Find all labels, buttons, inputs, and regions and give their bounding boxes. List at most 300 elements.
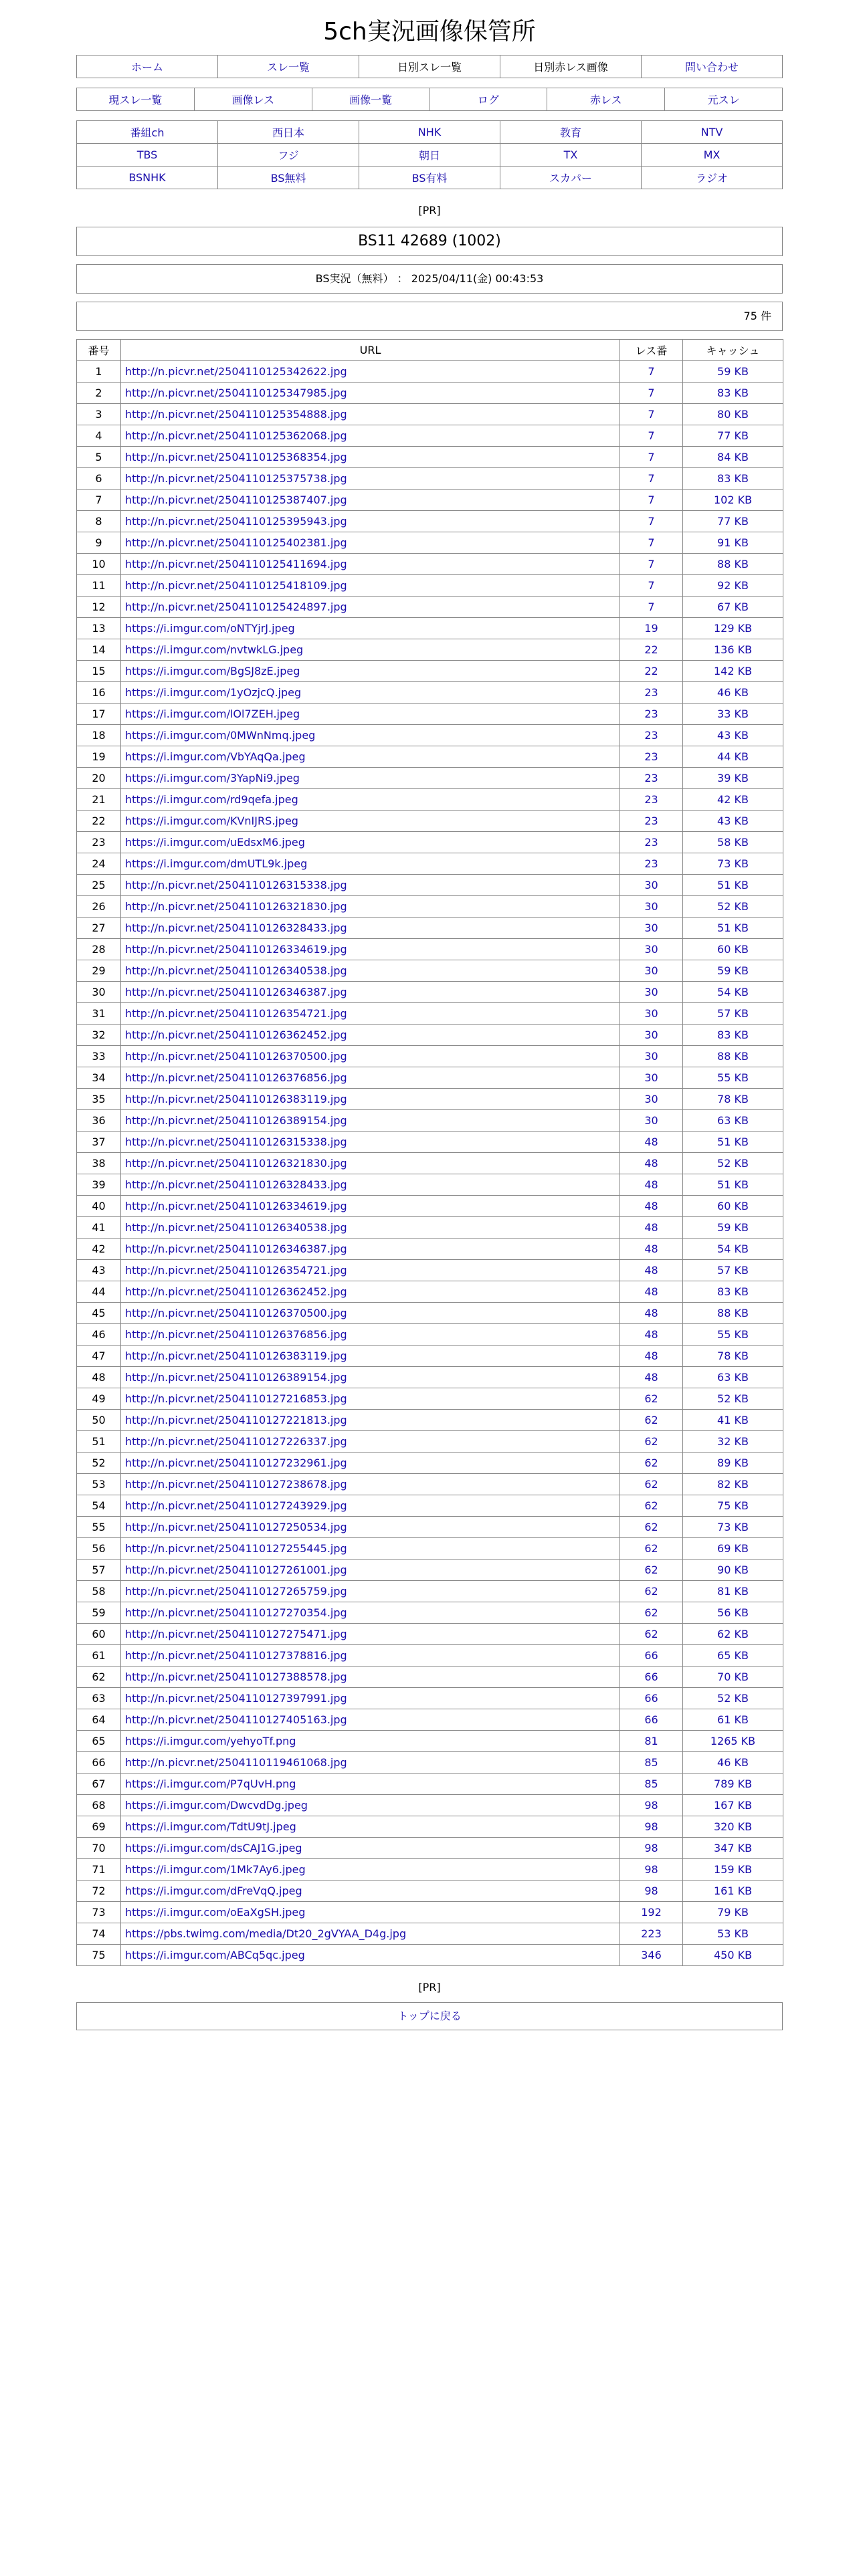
cache-size-link[interactable]: 57 KB	[717, 1264, 749, 1277]
image-url-link[interactable]: http://n.picvr.net/2504110127378816.jpg	[125, 1649, 347, 1662]
image-url-link[interactable]: http://n.picvr.net/2504110126340538.jpg	[125, 1221, 347, 1234]
cache-size-link[interactable]: 56 KB	[717, 1606, 749, 1619]
table-row	[77, 768, 783, 789]
cache-size-link[interactable]: 52 KB	[717, 1157, 749, 1170]
cache-size-link[interactable]: 46 KB	[717, 1756, 749, 1769]
image-url-link[interactable]: http://n.picvr.net/2504110127226337.jpg	[125, 1435, 347, 1448]
image-url-link[interactable]: http://n.picvr.net/2504110125418109.jpg	[125, 579, 347, 592]
cache-size-link[interactable]: 63 KB	[717, 1114, 749, 1127]
cache-size-link[interactable]: 88 KB	[717, 558, 749, 570]
cache-size-link[interactable]: 167 KB	[713, 1799, 753, 1812]
res-number-link[interactable]: 23	[644, 793, 658, 806]
image-url-link[interactable]: https://i.imgur.com/0MWnNmq.jpeg	[125, 729, 316, 742]
row-cache-cell	[683, 1025, 783, 1046]
image-url-link[interactable]: http://n.picvr.net/2504110127232961.jpg	[125, 1457, 347, 1469]
res-number-link[interactable]: 66	[644, 1713, 658, 1726]
res-number-link[interactable]: 48	[644, 1157, 658, 1170]
res-number-link[interactable]: 30	[644, 1050, 658, 1063]
image-url-link[interactable]: http://n.picvr.net/2504110126362452.jpg	[125, 1029, 347, 1041]
image-url-link[interactable]: http://n.picvr.net/2504110127275471.jpg	[125, 1628, 347, 1640]
res-number-link[interactable]: 98	[644, 1842, 658, 1854]
cache-size-link[interactable]: 83 KB	[717, 1029, 749, 1041]
row-url-cell	[121, 1174, 620, 1196]
image-url-link[interactable]: https://i.imgur.com/VbYAqQa.jpeg	[125, 750, 306, 763]
image-url-link[interactable]: http://n.picvr.net/2504110127261001.jpg	[125, 1564, 347, 1576]
res-number-link[interactable]: 30	[644, 1114, 658, 1127]
row-url-cell	[121, 939, 620, 960]
res-number-link[interactable]: 30	[644, 900, 658, 913]
res-number-link[interactable]: 62	[644, 1542, 658, 1555]
image-url-link[interactable]: https://i.imgur.com/DwcvdDg.jpeg	[125, 1799, 308, 1812]
row-number: 46	[77, 1324, 121, 1346]
res-number-link[interactable]: 48	[644, 1136, 658, 1148]
res-number-link[interactable]: 98	[644, 1885, 658, 1897]
res-number-link[interactable]: 62	[644, 1478, 658, 1491]
image-url-link[interactable]: https://i.imgur.com/P7qUvH.png	[125, 1778, 296, 1790]
cache-size-link[interactable]: 450 KB	[713, 1949, 753, 1961]
row-res-cell	[620, 918, 683, 939]
nav-sub-item[interactable]: 赤レス	[547, 88, 665, 111]
res-number-link[interactable]: 30	[644, 1071, 658, 1084]
row-cache-cell	[683, 746, 783, 768]
cache-size-link[interactable]: 77 KB	[717, 515, 749, 528]
cache-size-link[interactable]: 65 KB	[717, 1649, 749, 1662]
site-title[interactable]: 5ch実況画像保管所	[323, 18, 536, 45]
cache-size-link[interactable]: 43 KB	[717, 815, 749, 827]
image-url-link[interactable]: http://n.picvr.net/2504110126383119.jpg	[125, 1093, 347, 1105]
image-url-link[interactable]: http://n.picvr.net/2504110126315338.jpg	[125, 879, 347, 891]
cache-size-link[interactable]: 39 KB	[717, 772, 749, 784]
res-number-link[interactable]: 7	[648, 451, 655, 463]
nav-main-item[interactable]: スレ一覧	[218, 56, 359, 78]
image-url-link[interactable]: http://n.picvr.net/2504110127250534.jpg	[125, 1521, 347, 1533]
res-number-link[interactable]: 48	[644, 1350, 658, 1362]
image-url-link[interactable]: http://n.picvr.net/2504110126321830.jpg	[125, 1157, 347, 1170]
cache-size-link[interactable]: 58 KB	[717, 836, 749, 849]
res-number-link[interactable]: 62	[644, 1435, 658, 1448]
cache-size-link[interactable]: 83 KB	[717, 472, 749, 485]
cache-size-link[interactable]: 102 KB	[713, 494, 753, 506]
row-number: 33	[77, 1046, 121, 1067]
table-row	[77, 575, 783, 597]
image-url-link[interactable]: https://i.imgur.com/dsCAJ1G.jpeg	[125, 1842, 302, 1854]
image-url-link[interactable]: http://n.picvr.net/2504110127397991.jpg	[125, 1692, 347, 1705]
cache-size-link[interactable]: 33 KB	[717, 708, 749, 720]
nav-main-item[interactable]: 問い合わせ	[642, 56, 783, 78]
row-number: 53	[77, 1474, 121, 1495]
res-number-link[interactable]: 85	[644, 1756, 658, 1769]
res-number-link[interactable]: 23	[644, 772, 658, 784]
table-row	[77, 1046, 783, 1067]
res-number-link[interactable]: 48	[644, 1200, 658, 1212]
image-url-link[interactable]: http://n.picvr.net/2504110126315338.jpg	[125, 1136, 347, 1148]
res-number-link[interactable]: 19	[644, 622, 658, 635]
cache-size-link[interactable]: 32 KB	[717, 1435, 749, 1448]
cache-size-link[interactable]: 80 KB	[717, 408, 749, 421]
cache-size-link[interactable]: 60 KB	[717, 1200, 749, 1212]
image-url-link[interactable]: https://i.imgur.com/yehyoTf.png	[125, 1735, 296, 1747]
image-url-link[interactable]: https://pbs.twimg.com/media/Dt20_2gVYAA_D4g.jpg	[125, 1927, 407, 1940]
table-row	[77, 1174, 783, 1196]
row-number: 35	[77, 1089, 121, 1110]
channel-link[interactable]: BS有料	[359, 167, 500, 189]
cache-size-link[interactable]: 70 KB	[717, 1671, 749, 1683]
image-url-link[interactable]: http://n.picvr.net/2504110126389154.jpg	[125, 1114, 347, 1127]
cache-size-link[interactable]: 90 KB	[717, 1564, 749, 1576]
image-url-link[interactable]: http://n.picvr.net/2504110127216853.jpg	[125, 1392, 347, 1405]
cache-size-link[interactable]: 59 KB	[717, 365, 749, 378]
res-number-link[interactable]: 62	[644, 1414, 658, 1426]
cache-size-link[interactable]: 52 KB	[717, 1392, 749, 1405]
res-number-link[interactable]: 7	[648, 536, 655, 549]
channel-link[interactable]: BS無料	[218, 167, 359, 189]
cache-size-link[interactable]: 43 KB	[717, 729, 749, 742]
cache-size-link[interactable]: 59 KB	[717, 964, 749, 977]
image-url-link[interactable]: https://i.imgur.com/ABCq5qc.jpeg	[125, 1949, 305, 1961]
cache-size-link[interactable]: 52 KB	[717, 900, 749, 913]
image-url-link[interactable]: http://n.picvr.net/2504110127243929.jpg	[125, 1499, 347, 1512]
res-number-link[interactable]: 7	[648, 494, 655, 506]
image-url-link[interactable]: http://n.picvr.net/2504110125411694.jpg	[125, 558, 347, 570]
channel-link[interactable]: BSNHK	[77, 167, 218, 189]
cache-size-link[interactable]: 55 KB	[717, 1328, 749, 1341]
cache-size-link[interactable]: 51 KB	[717, 922, 749, 934]
image-url-link[interactable]: http://n.picvr.net/2504110126340538.jpg	[125, 964, 347, 977]
image-url-link[interactable]: http://n.picvr.net/2504110125402381.jpg	[125, 536, 347, 549]
res-number-link[interactable]: 223	[641, 1927, 662, 1940]
image-url-link[interactable]: https://i.imgur.com/TdtU9tJ.jpeg	[125, 1820, 296, 1833]
cache-size-link[interactable]: 82 KB	[717, 1478, 749, 1491]
res-number-link[interactable]: 30	[644, 879, 658, 891]
cache-size-link[interactable]: 88 KB	[717, 1050, 749, 1063]
res-number-link[interactable]: 62	[644, 1457, 658, 1469]
cache-size-link[interactable]: 81 KB	[717, 1585, 749, 1598]
cache-size-link[interactable]: 89 KB	[717, 1457, 749, 1469]
pr-label[interactable]: [PR]	[418, 204, 441, 217]
row-cache-cell	[683, 1838, 783, 1859]
res-number-link[interactable]: 62	[644, 1585, 658, 1598]
cache-size-link[interactable]: 57 KB	[717, 1007, 749, 1020]
image-url-link[interactable]: http://n.picvr.net/2504110126354721.jpg	[125, 1264, 347, 1277]
row-cache-cell	[683, 875, 783, 896]
image-url-link[interactable]: http://n.picvr.net/2504110125424897.jpg	[125, 601, 347, 613]
cache-size-link[interactable]: 83 KB	[717, 387, 749, 399]
image-url-link[interactable]: http://n.picvr.net/2504110125395943.jpg	[125, 515, 347, 528]
res-number-link[interactable]: 62	[644, 1628, 658, 1640]
image-url-link[interactable]: http://n.picvr.net/2504110126346387.jpg	[125, 986, 347, 998]
image-url-link[interactable]: http://n.picvr.net/2504110126362452.jpg	[125, 1285, 347, 1298]
res-number-link[interactable]: 23	[644, 708, 658, 720]
row-res-cell	[620, 875, 683, 896]
row-url-cell	[121, 404, 620, 425]
row-cache-cell	[683, 511, 783, 532]
res-number-link[interactable]: 7	[648, 365, 655, 378]
cache-size-link[interactable]: 136 KB	[713, 643, 753, 656]
res-number-link[interactable]: 48	[644, 1307, 658, 1319]
image-url-link[interactable]: http://n.picvr.net/2504110126370500.jpg	[125, 1307, 347, 1319]
res-number-link[interactable]: 30	[644, 943, 658, 956]
res-number-link[interactable]: 7	[648, 429, 655, 442]
nav-sub-item[interactable]: ログ	[430, 88, 547, 111]
row-res-cell	[620, 1517, 683, 1538]
row-res-cell	[620, 789, 683, 811]
channel-link[interactable]: TX	[500, 144, 642, 167]
row-number: 56	[77, 1538, 121, 1560]
res-number-link[interactable]: 98	[644, 1799, 658, 1812]
res-number-link[interactable]: 7	[648, 387, 655, 399]
cache-size-link[interactable]: 51 KB	[717, 1136, 749, 1148]
image-url-link[interactable]: http://n.picvr.net/2504110126334619.jpg	[125, 1200, 347, 1212]
image-url-link[interactable]: https://i.imgur.com/oNTYjrJ.jpeg	[125, 622, 295, 635]
res-number-link[interactable]: 7	[648, 515, 655, 528]
cache-size-link[interactable]: 91 KB	[717, 536, 749, 549]
res-number-link[interactable]: 23	[644, 836, 658, 849]
row-cache-cell	[683, 1089, 783, 1110]
cache-size-link[interactable]: 67 KB	[717, 601, 749, 613]
image-url-link[interactable]: http://n.picvr.net/2504110126389154.jpg	[125, 1371, 347, 1384]
row-res-cell	[620, 1453, 683, 1474]
row-res-cell	[620, 383, 683, 404]
pr-label-bottom[interactable]: [PR]	[418, 1981, 441, 1994]
channel-link[interactable]: 西日本	[218, 121, 359, 144]
res-number-link[interactable]: 98	[644, 1820, 658, 1833]
image-url-link[interactable]: http://n.picvr.net/2504110126383119.jpg	[125, 1350, 347, 1362]
res-number-link[interactable]: 7	[648, 472, 655, 485]
cache-size-link[interactable]: 73 KB	[717, 1521, 749, 1533]
nav-sub	[76, 88, 783, 111]
image-url-link[interactable]: https://i.imgur.com/oEaXgSH.jpeg	[125, 1906, 306, 1919]
res-number-link[interactable]: 7	[648, 579, 655, 592]
image-url-link[interactable]: http://n.picvr.net/2504110126328433.jpg	[125, 922, 347, 934]
nav-main-item[interactable]: 日別赤レス画像	[500, 56, 642, 78]
image-url-link[interactable]: http://n.picvr.net/2504110125362068.jpg	[125, 429, 347, 442]
image-url-link[interactable]: http://n.picvr.net/2504110119461068.jpg	[125, 1756, 347, 1769]
cache-size-link[interactable]: 78 KB	[717, 1093, 749, 1105]
res-number-link[interactable]: 30	[644, 964, 658, 977]
cache-size-link[interactable]: 62 KB	[717, 1628, 749, 1640]
res-number-link[interactable]: 22	[644, 665, 658, 677]
back-to-top-text[interactable]: トップに戻る	[397, 2010, 462, 2022]
res-number-link[interactable]: 48	[644, 1243, 658, 1255]
res-number-link[interactable]: 48	[644, 1328, 658, 1341]
row-res-cell	[620, 682, 683, 704]
image-url-link[interactable]: https://i.imgur.com/rd9qefa.jpeg	[125, 793, 298, 806]
channel-link[interactable]: 番組ch	[77, 121, 218, 144]
res-number-link[interactable]: 81	[644, 1735, 658, 1747]
cache-size-link[interactable]: 46 KB	[717, 686, 749, 699]
row-number: 4	[77, 425, 121, 447]
image-url-link[interactable]: https://i.imgur.com/BgSJ8zE.jpeg	[125, 665, 300, 677]
res-number-link[interactable]: 98	[644, 1863, 658, 1876]
image-url-link[interactable]: https://i.imgur.com/KVnIJRS.jpeg	[125, 815, 298, 827]
image-url-link[interactable]: https://i.imgur.com/dFreVqQ.jpeg	[125, 1885, 302, 1897]
res-number-link[interactable]: 62	[644, 1606, 658, 1619]
image-url-link[interactable]: https://i.imgur.com/1yOzjcQ.jpeg	[125, 686, 302, 699]
channel-link[interactable]: NHK	[359, 121, 500, 144]
cache-size-link[interactable]: 88 KB	[717, 1307, 749, 1319]
cache-size-link[interactable]: 789 KB	[713, 1778, 753, 1790]
res-number-link[interactable]: 7	[648, 408, 655, 421]
row-number: 9	[77, 532, 121, 554]
cache-size-link[interactable]: 63 KB	[717, 1371, 749, 1384]
thread-info: BS実況（無料） ： 2025/04/11(金) 00:43:53	[76, 264, 783, 294]
cache-size-link[interactable]: 41 KB	[717, 1414, 749, 1426]
cache-size-link[interactable]: 161 KB	[713, 1885, 753, 1897]
row-cache-cell	[683, 1067, 783, 1089]
image-url-link[interactable]: http://n.picvr.net/2504110125368354.jpg	[125, 451, 347, 463]
image-url-link[interactable]: http://n.picvr.net/2504110127255445.jpg	[125, 1542, 347, 1555]
image-url-link[interactable]: http://n.picvr.net/2504110127221813.jpg	[125, 1414, 347, 1426]
cache-size-link[interactable]: 73 KB	[717, 857, 749, 870]
cache-size-link[interactable]: 84 KB	[717, 451, 749, 463]
res-number-link[interactable]: 62	[644, 1392, 658, 1405]
table-row	[77, 532, 783, 554]
row-res-cell	[620, 1495, 683, 1517]
nav-sub-item[interactable]: 画像レス	[194, 88, 312, 111]
row-res-cell	[620, 1838, 683, 1859]
cache-size-link[interactable]: 83 KB	[717, 1285, 749, 1298]
res-number-link[interactable]: 30	[644, 1029, 658, 1041]
cache-size-link[interactable]: 69 KB	[717, 1542, 749, 1555]
image-url-link[interactable]: http://n.picvr.net/2504110125354888.jpg	[125, 408, 347, 421]
cache-size-link[interactable]: 44 KB	[717, 750, 749, 763]
cache-size-link[interactable]: 1265 KB	[710, 1735, 756, 1747]
res-number-link[interactable]: 85	[644, 1778, 658, 1790]
res-number-link[interactable]: 30	[644, 922, 658, 934]
channel-link[interactable]: 朝日	[359, 144, 500, 167]
res-number-link[interactable]: 30	[644, 1093, 658, 1105]
cache-size-link[interactable]: 42 KB	[717, 793, 749, 806]
back-to-top-link[interactable]	[76, 2002, 783, 2030]
channel-link[interactable]: MX	[642, 144, 783, 167]
image-url-link[interactable]: http://n.picvr.net/2504110127405163.jpg	[125, 1713, 347, 1726]
cache-size-link[interactable]: 79 KB	[717, 1906, 749, 1919]
image-url-link[interactable]: http://n.picvr.net/2504110125342622.jpg	[125, 365, 347, 378]
res-number-link[interactable]: 48	[644, 1178, 658, 1191]
nav-main-item[interactable]: ホーム	[77, 56, 218, 78]
cache-size-link[interactable]: 347 KB	[713, 1842, 753, 1854]
res-number-link[interactable]: 23	[644, 750, 658, 763]
image-url-link[interactable]: https://i.imgur.com/dmUTL9k.jpeg	[125, 857, 308, 870]
nav-sub-item[interactable]: 現スレ一覧	[77, 88, 195, 111]
table-row	[77, 1367, 783, 1388]
image-url-link[interactable]: https://i.imgur.com/1Mk7Ay6.jpeg	[125, 1863, 306, 1876]
res-number-link[interactable]: 22	[644, 643, 658, 656]
cache-size-link[interactable]: 59 KB	[717, 1221, 749, 1234]
image-url-link[interactable]: http://n.picvr.net/2504110125375738.jpg	[125, 472, 347, 485]
row-url-cell	[121, 1881, 620, 1902]
cache-size-link[interactable]: 54 KB	[717, 986, 749, 998]
image-url-link[interactable]: http://n.picvr.net/2504110125347985.jpg	[125, 387, 347, 399]
image-url-link[interactable]: https://i.imgur.com/3YapNi9.jpeg	[125, 772, 300, 784]
res-number-link[interactable]: 62	[644, 1564, 658, 1576]
channel-link[interactable]: NTV	[642, 121, 783, 144]
image-url-link[interactable]: http://n.picvr.net/2504110126334619.jpg	[125, 943, 347, 956]
row-url-cell	[121, 1217, 620, 1239]
res-number-link[interactable]: 62	[644, 1499, 658, 1512]
res-number-link[interactable]: 66	[644, 1649, 658, 1662]
nav-sub-item[interactable]: 画像一覧	[312, 88, 430, 111]
res-number-link[interactable]: 48	[644, 1285, 658, 1298]
res-number-link[interactable]: 66	[644, 1692, 658, 1705]
cache-size-link[interactable]: 53 KB	[717, 1927, 749, 1940]
res-number-link[interactable]: 62	[644, 1521, 658, 1533]
row-url-cell	[121, 1581, 620, 1602]
image-url-link[interactable]: http://n.picvr.net/2504110126354721.jpg	[125, 1007, 347, 1020]
image-url-link[interactable]: http://n.picvr.net/2504110127388578.jpg	[125, 1671, 347, 1683]
cache-size-link[interactable]: 55 KB	[717, 1071, 749, 1084]
res-number-link[interactable]: 7	[648, 601, 655, 613]
res-number-link[interactable]: 192	[641, 1906, 662, 1919]
image-url-link[interactable]: http://n.picvr.net/2504110126321830.jpg	[125, 900, 347, 913]
channel-link[interactable]: ラジオ	[642, 167, 783, 189]
row-url-cell	[121, 1025, 620, 1046]
image-url-link[interactable]: http://n.picvr.net/2504110127270354.jpg	[125, 1606, 347, 1619]
cache-size-link[interactable]: 78 KB	[717, 1350, 749, 1362]
image-url-link[interactable]: http://n.picvr.net/2504110126376856.jpg	[125, 1328, 347, 1341]
image-url-link[interactable]: http://n.picvr.net/2504110126346387.jpg	[125, 1243, 347, 1255]
image-url-link[interactable]: http://n.picvr.net/2504110126370500.jpg	[125, 1050, 347, 1063]
image-url-link[interactable]: http://n.picvr.net/2504110126328433.jpg	[125, 1178, 347, 1191]
res-number-link[interactable]: 23	[644, 686, 658, 699]
image-url-link[interactable]: http://n.picvr.net/2504110127265759.jpg	[125, 1585, 347, 1598]
nav-sub-item[interactable]: 元スレ	[665, 88, 783, 111]
res-number-link[interactable]: 48	[644, 1221, 658, 1234]
res-number-link[interactable]: 30	[644, 1007, 658, 1020]
cache-size-link[interactable]: 129 KB	[713, 622, 753, 635]
res-number-link[interactable]: 23	[644, 815, 658, 827]
res-number-link[interactable]: 48	[644, 1264, 658, 1277]
row-number: 13	[77, 618, 121, 639]
cache-size-link[interactable]: 142 KB	[713, 665, 753, 677]
channel-link[interactable]: TBS	[77, 144, 218, 167]
channel-link[interactable]: 教育	[500, 121, 642, 144]
cache-size-link[interactable]: 92 KB	[717, 579, 749, 592]
res-number-link[interactable]: 30	[644, 986, 658, 998]
cache-size-link[interactable]: 75 KB	[717, 1499, 749, 1512]
nav-main-item[interactable]: 日別スレ一覧	[359, 56, 500, 78]
channel-link[interactable]: フジ	[218, 144, 359, 167]
image-url-link[interactable]: http://n.picvr.net/2504110127238678.jpg	[125, 1478, 347, 1491]
channel-link[interactable]: スカパー	[500, 167, 642, 189]
image-url-link[interactable]: http://n.picvr.net/2504110126376856.jpg	[125, 1071, 347, 1084]
row-number: 8	[77, 511, 121, 532]
image-url-link[interactable]: https://i.imgur.com/uEdsxM6.jpeg	[125, 836, 305, 849]
image-url-link[interactable]: https://i.imgur.com/lOl7ZEH.jpeg	[125, 708, 300, 720]
cache-size-link[interactable]: 159 KB	[713, 1863, 753, 1876]
image-url-link[interactable]: http://n.picvr.net/2504110125387407.jpg	[125, 494, 347, 506]
row-res-cell	[620, 725, 683, 746]
cache-size-link[interactable]: 320 KB	[713, 1820, 753, 1833]
cache-size-link[interactable]: 77 KB	[717, 429, 749, 442]
res-number-link[interactable]: 66	[644, 1671, 658, 1683]
cache-size-link[interactable]: 60 KB	[717, 943, 749, 956]
res-number-link[interactable]: 346	[641, 1949, 662, 1961]
cache-size-link[interactable]: 51 KB	[717, 879, 749, 891]
cache-size-link[interactable]: 61 KB	[717, 1713, 749, 1726]
cache-size-link[interactable]: 51 KB	[717, 1178, 749, 1191]
row-res-cell	[620, 853, 683, 875]
res-number-link[interactable]: 48	[644, 1371, 658, 1384]
row-number: 70	[77, 1838, 121, 1859]
cache-size-link[interactable]: 52 KB	[717, 1692, 749, 1705]
res-number-link[interactable]: 7	[648, 558, 655, 570]
row-cache-cell	[683, 1602, 783, 1624]
res-number-link[interactable]: 23	[644, 857, 658, 870]
image-url-link[interactable]: https://i.imgur.com/nvtwkLG.jpeg	[125, 643, 304, 656]
res-number-link[interactable]: 23	[644, 729, 658, 742]
cache-size-link[interactable]: 54 KB	[717, 1243, 749, 1255]
